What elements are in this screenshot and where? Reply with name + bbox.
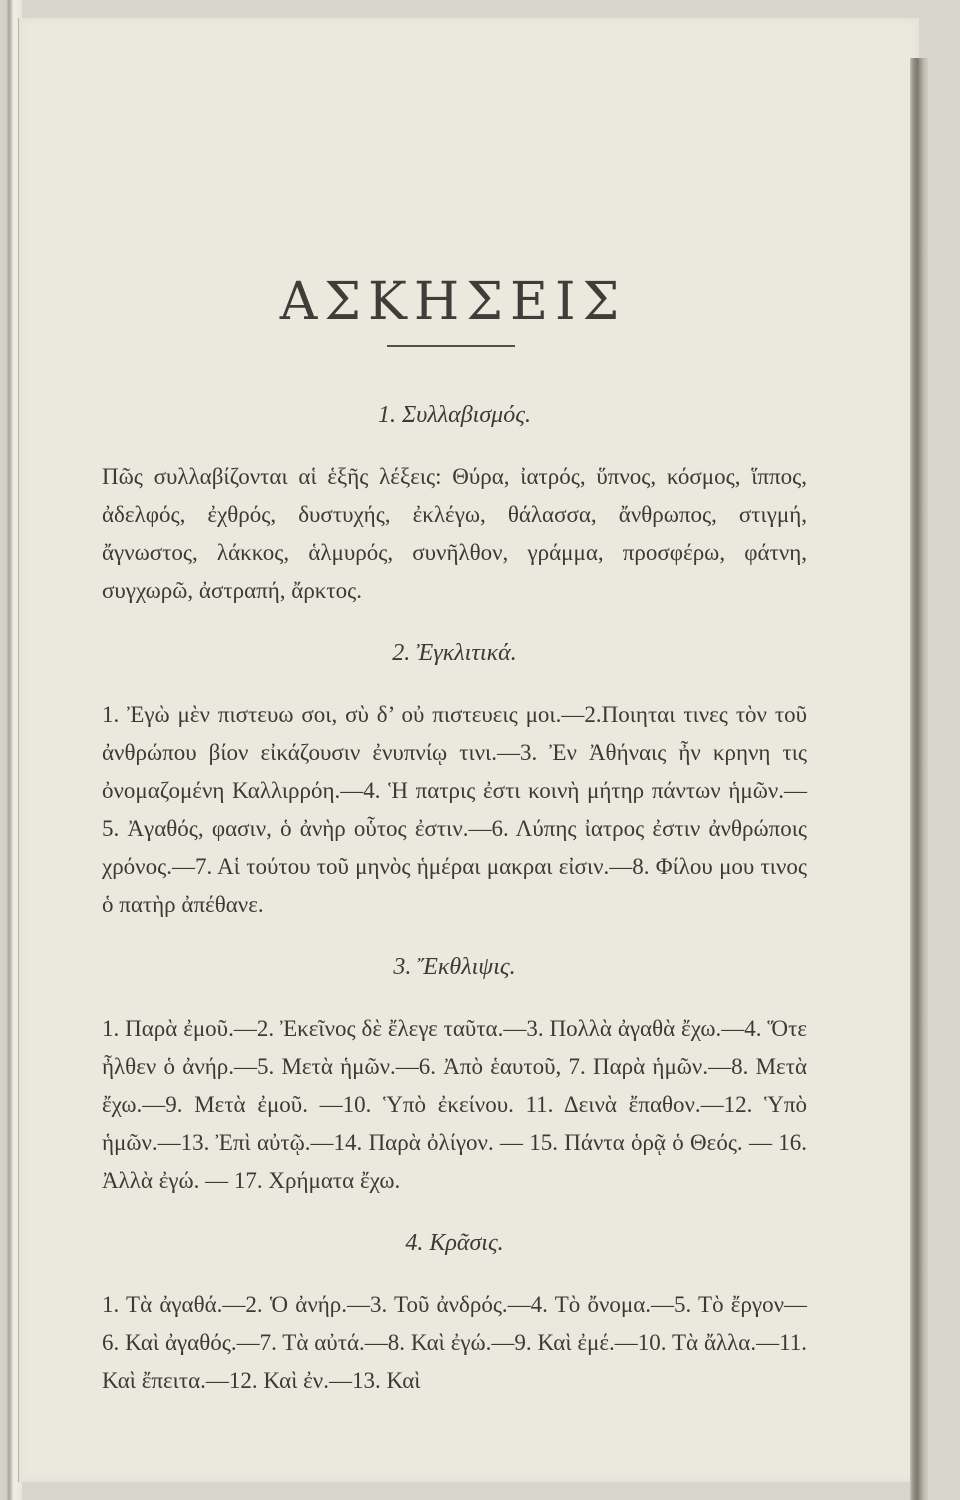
- section-1-text: Πῶς συλλαβίζονται αἱ ἑξῆς λέξεις: Θύρα, ἰατρός, ὕπνος, κόσμος, ἵππος, ἀδελφός, ἐχθρός, δυστυχής, ἐκλέγω, θάλασσα, ἄνθρωπος, στιγμή, ἄγνωστος, λάκκος, ἁλμυρός, συνῆλθον, γράμμα, προσφέρω, φάτνη, συγχωρῶ, ἀστραπή, ἄρκτος.: [102, 464, 807, 603]
- title-rule: [387, 345, 515, 347]
- section-2-text: 1. Ἐγὼ μὲν πιστευω σοι, σὺ δ’ οὐ πιστευεις μοι.—2.Ποιηται τινες τὸν τοῦ ἀνθρώπου βίον εἰκάζουσιν ἐνυπνίῳ τινι.—3. Ἐν Ἀθήναις ἦν κρηνη τις ὀνομαζομένη Καλλιρρόη.—4. Ἡ πατρις ἐστι κοινὴ μήτηρ πάντων ἡμῶν.—5. Ἀγαθός, φασιν, ὁ ἀνὴρ οὗτος ἐστιν.—6. Λύπης ἰατρος ἐστιν ἀνθρώποις χρόνος.—7. Αἱ τούτου τοῦ μηνὸς ἡμέραι μακραι εἰσιν.—8. Φίλου μου τινος ὁ πατὴρ ἀπέθανε.: [102, 702, 807, 917]
- section-4-title: 4. Κρᾶσις.: [405, 1230, 504, 1256]
- right-page-edge: [910, 58, 928, 1500]
- section-3-title: 3. Ἔκθλιψις.: [393, 954, 516, 980]
- exercise-content: [102, 400, 807, 1428]
- section-4-text: 1. Τὰ ἀγαθά.—2. Ὁ ἀνήρ.—3. Τοῦ ἀνδρός.—4. Τὸ ὄνομα.—5. Τὸ ἔργον—6. Καὶ ἀγαθός.—7. Τὰ αὐτά.—8. Καὶ ἐγώ.—9. Καὶ ἐμέ.—10. Τὰ ἄλλα.—11. Καὶ ἔπειτα.—12. Καὶ ἐν.—13. Καὶ: [102, 1292, 807, 1393]
- page-title: ΑΣΚΗΣΕΙΣ: [279, 272, 627, 332]
- section-3-text: 1. Παρὰ ἐμοῦ.—2. Ἐκεῖνος δὲ ἔλεγε ταῦτα.—3. Πολλὰ ἀγαθὰ ἔχω.—4. Ὅτε ἦλθεν ὁ ἀνήρ.—5. Μετὰ ἡμῶν.—6. Ἀπὸ ἑαυτοῦ, 7. Παρὰ ἡμῶν.—8. Μετὰ ἔχω.—9. Μετὰ ἐμοῦ. —10. Ὑπὸ ἐκείνου. 11. Δεινὰ ἔπαθον.—12. Ὑπὸ ἡμῶν.—13. Ἐπὶ αὐτῷ.—14. Παρὰ ὀλίγον. — 15. Πάντα ὁρᾷ ὁ Θεός. — 16. Ἀλλὰ ἐγώ. — 17. Χρήματα ἔχω.: [102, 1016, 807, 1193]
- paper-page: [18, 18, 919, 1482]
- section-2-title: 2. Ἐγκλιτικά.: [392, 640, 517, 666]
- section-1-title: 1. Συλλαβισμός.: [378, 402, 531, 428]
